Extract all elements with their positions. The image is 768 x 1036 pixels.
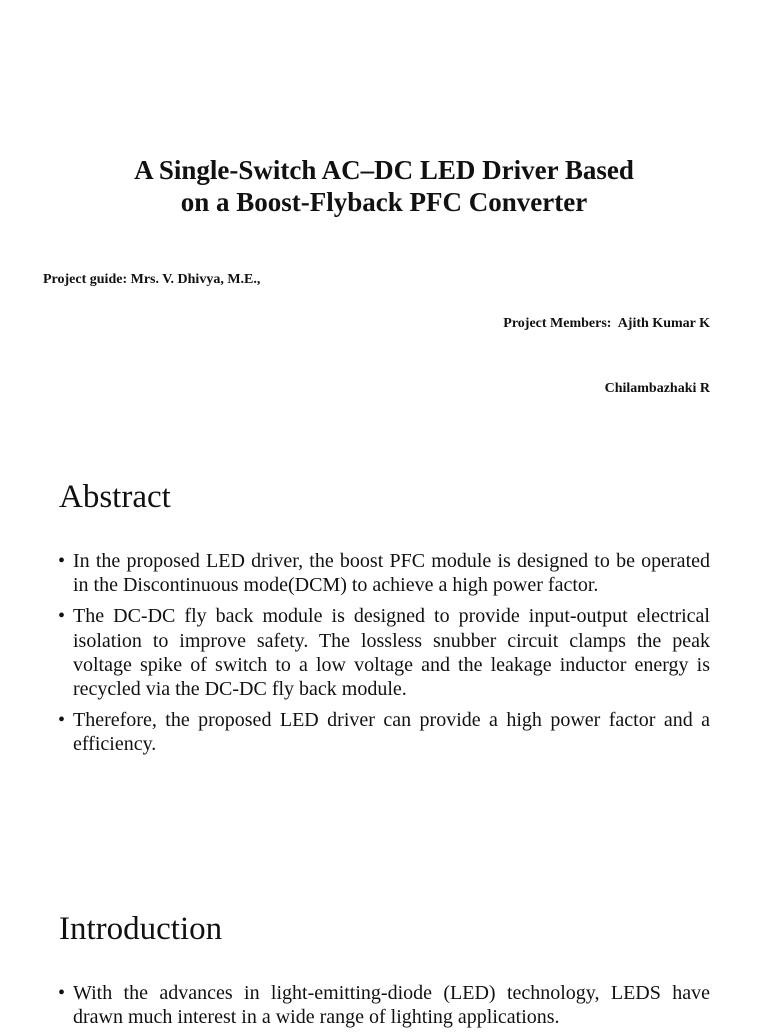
introduction-slide (0, 864, 768, 1029)
bullet-icon: • (58, 982, 66, 1004)
bullet-text: Therefore, the proposed LED driver can provide a high power factor and a efficiency. (73, 709, 710, 756)
introduction-bullet-list (58, 981, 710, 1036)
abstract-bullet-list (58, 549, 710, 764)
bullet-icon: • (58, 605, 66, 628)
list-item (58, 604, 710, 701)
list-item (58, 549, 710, 597)
list-item (58, 708, 710, 756)
bullet-text: In the proposed LED driver, the boost PFC module is designed to be operated in the Discontinuous mode(DCM) to achieve a high power factor. (73, 550, 710, 597)
bullet-icon: • (58, 550, 66, 572)
project-guide: Project guide: Mrs. V. Dhivya, M.E., (43, 272, 261, 287)
introduction-heading: Introduction (59, 911, 223, 947)
abstract-heading: Abstract (59, 479, 171, 515)
list-item (58, 981, 710, 1029)
bullet-icon: • (58, 709, 66, 732)
member-line: Project Members: Ajith Kumar K (503, 316, 710, 331)
title-line: on a Boost-Flyback PFC Converter (180, 187, 588, 217)
member-line: Chilambazhaki R (604, 380, 710, 396)
presentation-title (0, 154, 768, 218)
abstract-slide (0, 432, 768, 864)
title-line: A Single-Switch AC–DC LED Driver Based (134, 155, 634, 185)
bullet-text: With the advances in light-emitting-diode (LED) technology, LEDS have drawn much interest in a wide range of lighting applications. (73, 982, 710, 1029)
bullet-text: The DC-DC fly back module is designed to provide input-output electrical isolation to improve safety. The lossless snubber circuit clamps the peak voltage spike of switch to a low voltage and the leakage inductor energy is recycled via the DC-DC fly back module. (73, 605, 710, 701)
title-slide (0, 0, 768, 432)
